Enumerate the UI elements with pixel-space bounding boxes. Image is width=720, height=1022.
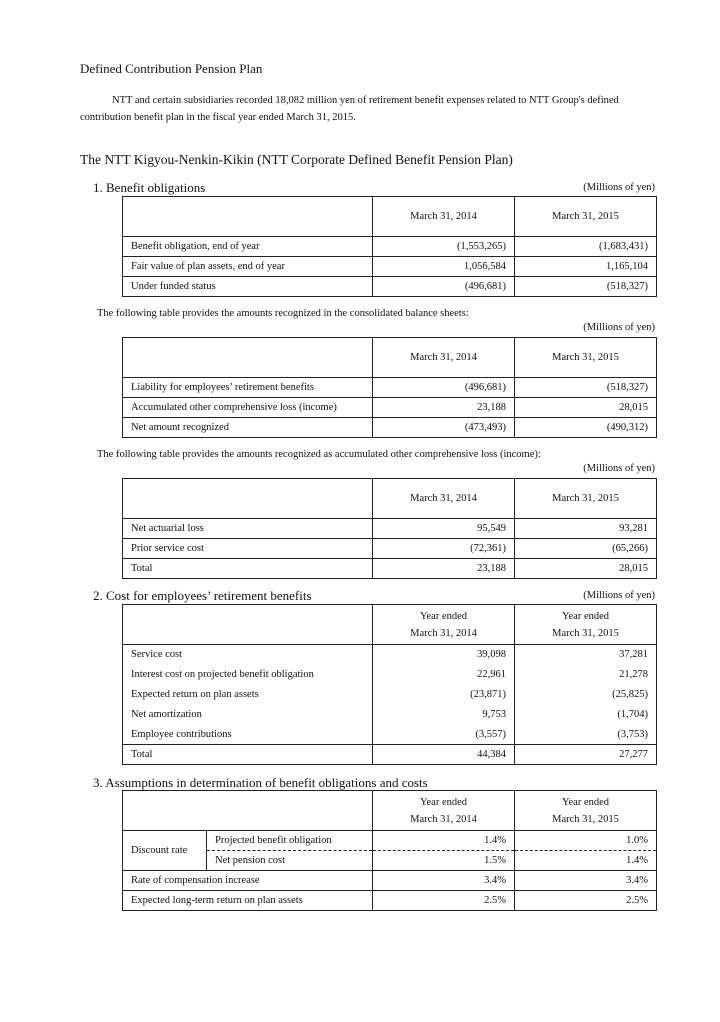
value-2014: 95,549	[373, 519, 515, 539]
table-header-row	[123, 791, 657, 831]
section-heading-ntt-plan: The NTT Kigyou-Nenkin-Kikin (NTT Corporate Defined Benefit Pension Plan)	[80, 152, 513, 167]
column-header-2015: March 31, 2015	[515, 197, 657, 237]
header-blank-cell	[123, 605, 373, 645]
value-2015: 1.4%	[515, 851, 657, 871]
row-label: Employee contributions	[123, 725, 373, 745]
header-line-1: Year ended	[561, 610, 610, 622]
value-2014: (473,493)	[373, 418, 515, 438]
table-row	[123, 871, 657, 891]
value-2014: (3,557)	[373, 725, 515, 745]
value-2015: 93,281	[515, 519, 657, 539]
table-row	[123, 237, 657, 257]
value-2015: 1,165,104	[515, 257, 657, 277]
header-blank-cell	[123, 479, 373, 519]
table-row	[123, 705, 657, 725]
column-header-2015: March 31, 2015	[515, 479, 657, 519]
aoci-intro: The following table provides the amounts recognized as accumulated other comprehensive loss (income):	[97, 449, 541, 460]
value-2014: 1.5%	[373, 851, 515, 871]
value-2015: 37,281	[515, 645, 657, 665]
column-header-2014	[373, 791, 515, 831]
table-row	[123, 891, 657, 911]
value-2014: 1.4%	[373, 831, 515, 851]
row-label: Net amount recognized	[123, 418, 373, 438]
row-label: Expected return on plan assets	[123, 685, 373, 705]
value-2015: (65,266)	[515, 539, 657, 559]
value-2014: (23,871)	[373, 685, 515, 705]
balance-sheet-intro: The following table provides the amounts recognized in the consolidated balance sheets:	[97, 308, 469, 319]
row-label: Prior service cost	[123, 539, 373, 559]
table-row	[123, 378, 657, 398]
value-2014: 3.4%	[373, 871, 515, 891]
value-2015: (1,704)	[515, 705, 657, 725]
cost-unit: (Millions of yen)	[583, 590, 655, 601]
value-2014: 39,098	[373, 645, 515, 665]
table-row	[123, 418, 657, 438]
table-row	[123, 257, 657, 277]
value-2015: (518,327)	[515, 277, 657, 297]
value-2014: (496,681)	[373, 378, 515, 398]
header-blank-cell	[123, 791, 373, 831]
header-line-1: Year ended	[561, 796, 610, 808]
table-row	[123, 645, 657, 665]
aoci-unit: (Millions of yen)	[583, 463, 655, 474]
assumptions-table	[122, 790, 657, 911]
benefit-obligations-unit: (Millions of yen)	[583, 182, 655, 193]
table-header-row	[123, 479, 657, 519]
column-header-2014: March 31, 2014	[373, 338, 515, 378]
column-header-2014: March 31, 2014	[373, 197, 515, 237]
header-line-2: March 31, 2015	[552, 813, 619, 825]
table-total-row	[123, 745, 657, 765]
row-label: Interest cost on projected benefit obligation	[123, 665, 373, 685]
header-blank-cell	[123, 197, 373, 237]
paragraph-line-1: NTT and certain subsidiaries recorded 18,082 million yen of retirement benefit expenses related to NTT Group's defined	[112, 95, 619, 106]
benefit-obligations-heading: 1. Benefit obligations	[93, 180, 206, 195]
value-2015: 1.0%	[515, 831, 657, 851]
aoci-table	[122, 478, 657, 579]
balance-sheet-table	[122, 337, 657, 438]
value-2014: 23,188	[373, 398, 515, 418]
balance-sheet-unit: (Millions of yen)	[583, 322, 655, 333]
value-2014: 2.5%	[373, 891, 515, 911]
table-row	[123, 398, 657, 418]
table-row	[123, 559, 657, 579]
value-2015: 27,277	[515, 745, 657, 765]
table-row	[123, 831, 657, 851]
value-2015: (518,327)	[515, 378, 657, 398]
row-label: Under funded status	[123, 277, 373, 297]
value-2015: 3.4%	[515, 871, 657, 891]
row-label: Expected long-term return on plan assets	[123, 891, 373, 911]
value-2015: (1,683,431)	[515, 237, 657, 257]
value-2015: (490,312)	[515, 418, 657, 438]
row-label: Rate of compensation increase	[123, 871, 373, 891]
table-row	[123, 539, 657, 559]
table-header-row	[123, 197, 657, 237]
column-header-2014	[373, 605, 515, 645]
table-row	[123, 725, 657, 745]
value-2014: 22,961	[373, 665, 515, 685]
table-row	[123, 665, 657, 685]
table-row	[123, 685, 657, 705]
table-row	[123, 277, 657, 297]
value-2014: 44,384	[373, 745, 515, 765]
row-label: Projected benefit obligation	[207, 831, 373, 851]
value-2014: 23,188	[373, 559, 515, 579]
cost-table	[122, 604, 657, 765]
header-blank-cell	[123, 338, 373, 378]
column-header-2015	[515, 605, 657, 645]
column-header-2015: March 31, 2015	[515, 338, 657, 378]
value-2014: 9,753	[373, 705, 515, 725]
cost-heading: 2. Cost for employees’ retirement benefits	[93, 588, 312, 603]
row-label: Fair value of plan assets, end of year	[123, 257, 373, 277]
value-2014: (72,361)	[373, 539, 515, 559]
row-label: Benefit obligation, end of year	[123, 237, 373, 257]
discount-rate-label: Discount rate	[123, 831, 207, 871]
value-2015: (3,753)	[515, 725, 657, 745]
section-heading-defined-contribution: Defined Contribution Pension Plan	[80, 61, 263, 76]
row-label: Net actuarial loss	[123, 519, 373, 539]
value-2014: 1,056,584	[373, 257, 515, 277]
header-line-2: March 31, 2014	[410, 627, 477, 639]
header-line-2: March 31, 2015	[552, 627, 619, 639]
value-2015: (25,825)	[515, 685, 657, 705]
value-2015: 21,278	[515, 665, 657, 685]
paragraph-line-2: contribution benefit plan in the fiscal year ended March 31, 2015.	[80, 112, 356, 123]
column-header-2014: March 31, 2014	[373, 479, 515, 519]
table-row	[123, 519, 657, 539]
row-label: Net amortization	[123, 705, 373, 725]
value-2014: (496,681)	[373, 277, 515, 297]
row-label: Service cost	[123, 645, 373, 665]
header-line-1: Year ended	[419, 610, 468, 622]
column-header-2015	[515, 791, 657, 831]
benefit-obligations-table	[122, 196, 657, 297]
row-label: Net pension cost	[207, 851, 373, 871]
row-label: Total	[123, 559, 373, 579]
assumptions-heading: 3. Assumptions in determination of benefit obligations and costs	[93, 775, 428, 790]
value-2015: 2.5%	[515, 891, 657, 911]
row-label: Liability for employees’ retirement benefits	[123, 378, 373, 398]
value-2015: 28,015	[515, 559, 657, 579]
header-line-1: Year ended	[419, 796, 468, 808]
value-2015: 28,015	[515, 398, 657, 418]
row-label: Accumulated other comprehensive loss (income)	[123, 398, 373, 418]
row-label: Total	[123, 745, 373, 765]
table-header-row	[123, 605, 657, 645]
header-line-2: March 31, 2014	[410, 813, 477, 825]
table-header-row	[123, 338, 657, 378]
value-2014: (1,553,265)	[373, 237, 515, 257]
